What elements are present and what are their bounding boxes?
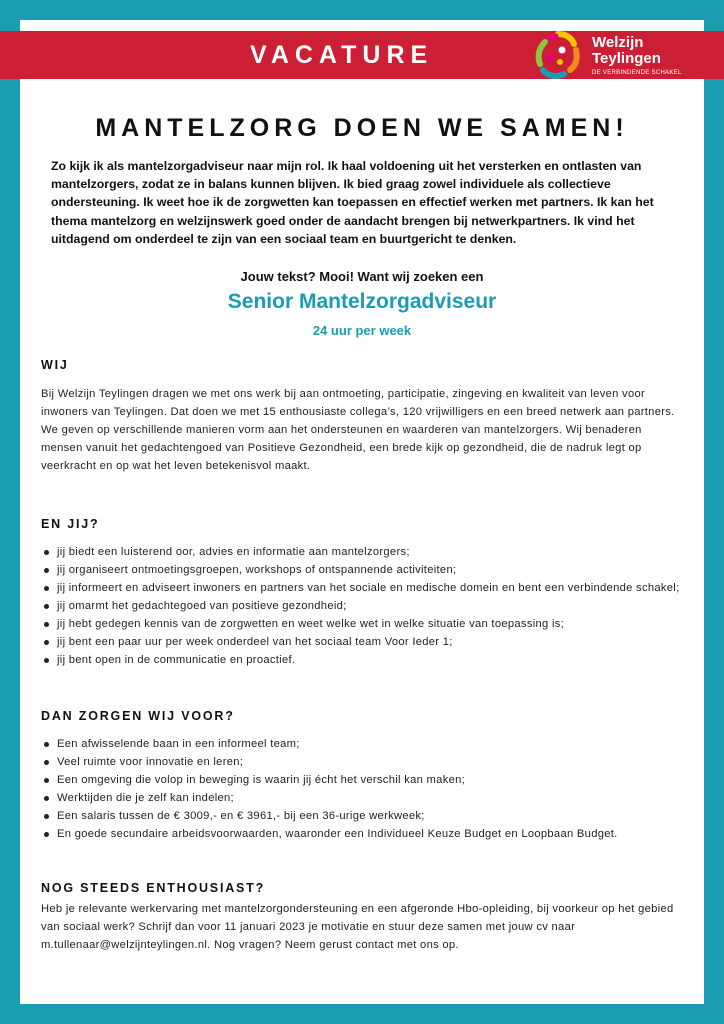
role-title: Senior Mantelzorgadviseur [227,290,497,313]
wij-paragraph: Bij Welzijn Teylingen dragen we met ons werk bij aan ontmoeting, participatie, zingeving en kwaliteit van leven voor inwoners van Teylingen. Dat doen we met 15 enthousiaste collega’s, 120 vrijwilligers en een breed netwerk aan partners. We geven op verschillende manieren vorm aan het ondersteunen en waarderen van mantelzorgers. Wij benaderen mensen vanuit het gedachtengoed van Positieve Gezondheid, een brede kijk op gezondheid, die de nadruk legt op veerkracht en op wat het leven betekenisvol maakt. [41,388,675,472]
section-heading-dan-zorgen: DAN ZORGEN WIJ VOOR? [41,709,235,723]
list-item: Een salaris tussen de € 3009,- en € 3961,- bij een 36-urige werkweek; [41,807,681,825]
list-item: Een afwisselende baan in een informeel team; [41,735,681,753]
logo-text-line1: Welzijn [592,34,644,51]
list-item: En goede secundaire arbeidsvoorwaarden, waaronder een Individueel Keuze Budget en Loopbaan Budget. [41,825,681,843]
lead-text: Jouw tekst? Mooi! Want wij zoeken een [240,269,484,284]
section-heading-enthousiast: NOG STEEDS ENTHOUSIAST? [41,881,266,895]
list-item: jij informeert en adviseert inwoners en partners van het sociale en medische domein en bent een verbindende schakel; [41,579,681,597]
intro-quote: Zo kijk ik als mantelzorgadviseur naar mijn rol. Ik haal voldoening uit het versterken en ontlasten van mantelzorgers, zodat ze in balans kunnen blijven. Ik bied graag zowel individuele als collectieve ondersteuning. Ik weet hoe ik de zorgwetten kan toepassen en effectief werken met partners. Ik kan het thema mantelzorg en welzijnswerk goed onder de aandacht brengen bij netwerkpartners. Ik vind het uitdagend om onderdeel te zijn van een sociaal team en buurtgericht te denken. [51,159,654,246]
list-item: Veel ruimte voor innovatie en leren; [41,753,681,771]
list-item: jij omarmt het gedachtegoed van positieve gezondheid; [41,597,681,615]
logo-swirl-icon [532,28,584,84]
list-item: jij bent open in de communicatie en proactief. [41,651,681,669]
en-jij-list [41,543,681,669]
list-item: jij hebt gedegen kennis van de zorgwetten en weet welke wet in welke situatie van toepassing is; [41,615,681,633]
dan-zorgen-list [41,735,681,843]
welzijn-teylingen-logo [530,28,720,84]
list-item: Werktijden die je zelf kan indelen; [41,789,681,807]
logo-tagline: DE VERBINDENDE SCHAKEL [592,70,682,76]
main-heading: MANTELZORG DOEN WE SAMEN! [95,114,629,142]
logo-text-line2: Teylingen [592,50,661,67]
list-item: jij bent een paar uur per week onderdeel van het sociaal team Voor Ieder 1; [41,633,681,651]
hours-per-week: 24 uur per week [312,323,412,338]
section-heading-wij: WIJ [41,358,69,372]
list-item: jij biedt een luisterend oor, advies en informatie aan mantelzorgers; [41,543,681,561]
list-item: Een omgeving die volop in beweging is waarin jij écht het verschil kan maken; [41,771,681,789]
enthousiast-paragraph: Heb je relevante werkervaring met mantelzorgondersteuning en een afgeronde Hbo-opleiding, bij voorkeur op het gebied van sociaal werk? Schrijf dan voor 11 januari 2023 je motivatie en stuur deze samen met jouw cv naar m.tullenaar@welzijnteylingen.nl. Nog vragen? Neem gerust contact met ons op. [41,903,674,951]
section-heading-en-jij: EN JIJ? [41,517,100,531]
banner-title: VACATURE [250,41,434,69]
list-item: jij organiseert ontmoetingsgroepen, workshops of ontspannende activiteiten; [41,561,681,579]
